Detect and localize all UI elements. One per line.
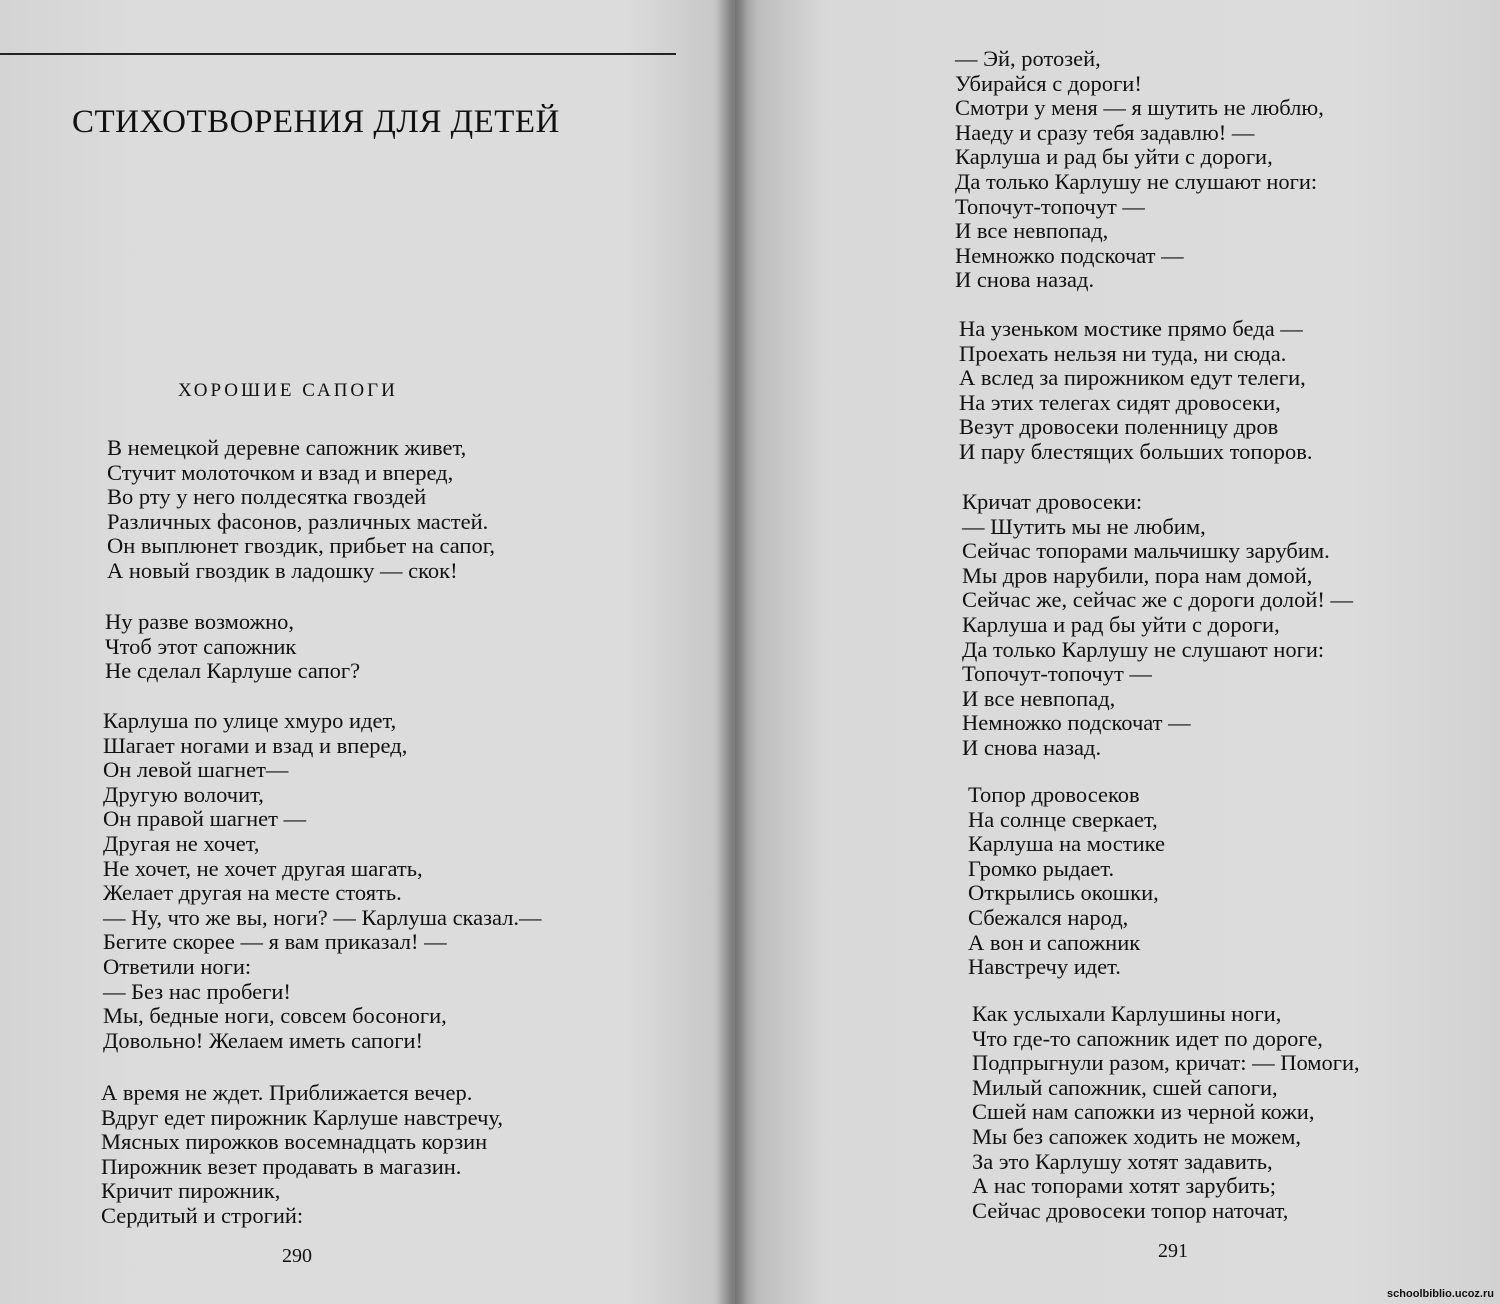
poem-line: Пирожник везет продавать в магазин. <box>101 1153 462 1179</box>
left-page <box>0 0 735 1304</box>
poem-line: Различных фасонов, различных мастей. <box>107 508 489 534</box>
poem-line: Сшей нам сапожки из черной кожи, <box>972 1099 1315 1125</box>
poem-line: Во рту у него полдесятка гвоздей <box>107 484 427 510</box>
poem-line: И снова назад. <box>955 267 1095 293</box>
right-stanza-4 <box>968 783 1165 980</box>
poem-line: Подпрыгнули разом, кричат: — Помоги, <box>972 1050 1360 1076</box>
poem-line: Наеду и сразу тебя задавлю! — <box>955 119 1255 145</box>
poem-line: В немецкой деревне сапожник живет, <box>107 435 467 460</box>
poem-line: — Шутить мы не любим, <box>962 513 1206 539</box>
poem-line: А вслед за пирожником едут телеги, <box>959 365 1306 391</box>
left-stanza-4 <box>101 1081 503 1229</box>
right-page <box>735 0 1500 1304</box>
poem-title: ХОРОШИЕ САПОГИ <box>178 380 398 401</box>
poem-line: Бегите скорее — я вам приказал! — <box>103 929 447 955</box>
poem-line: Другая не хочет, <box>103 830 260 856</box>
poem-line: Убирайся с дороги! <box>955 70 1142 96</box>
poem-line: — Эй, ротозей, <box>955 46 1101 71</box>
poem-line: Ну разве возможно, <box>105 609 295 634</box>
poem-line: Шагает ногами и взад и вперед, <box>103 732 408 758</box>
poem-line: За это Карлушу хотят задавить, <box>972 1148 1273 1174</box>
poem-line: Как услыхали Карлушины ноги, <box>972 1001 1282 1026</box>
page-number-right: 291 <box>1158 1240 1188 1262</box>
poem-line: — Ну, что же вы, ноги? — Карлуша сказал.— <box>103 904 542 930</box>
poem-line: Проехать нельзя ни туда, ни сюда. <box>959 340 1287 366</box>
poem-line: Мы, бедные ноги, совсем босоноги, <box>103 1003 447 1029</box>
poem-line: Карлуша и рад бы уйти с дороги, <box>955 144 1273 170</box>
poem-line: Сейчас же, сейчас же с дороги долой! — <box>962 587 1354 613</box>
poem-line: Кричит пирожник, <box>101 1178 281 1204</box>
poem-line: Сейчас дровосеки топор наточат, <box>972 1197 1289 1223</box>
poem-line: Чтоб этот сапожник <box>105 633 297 659</box>
header-rule <box>0 53 676 55</box>
poem-line: И все невпопад, <box>955 218 1109 244</box>
poem-line: Милый сапожник, сшей сапоги, <box>972 1074 1278 1100</box>
right-stanza-3 <box>962 490 1353 761</box>
poem-line: Он выплюнет гвоздик, прибьет на сапог, <box>107 533 496 559</box>
poem-line: Топочут-топочут — <box>955 193 1145 219</box>
poem-line: На солнце сверкает, <box>968 806 1158 832</box>
poem-line: Да только Карлушу не слушают ноги: <box>962 636 1325 662</box>
book-gutter <box>718 0 748 1304</box>
poem-line: Карлуша и рад бы уйти с дороги, <box>962 611 1280 637</box>
poem-line: Громко рыдает. <box>968 855 1115 881</box>
poem-line: Не хочет, не хочет другая шагать, <box>103 855 423 881</box>
poem-line: Открылись окошки, <box>968 880 1159 906</box>
poem-line: На этих телегах сидят дровосеки, <box>959 389 1281 415</box>
right-stanza-1 <box>955 47 1324 293</box>
poem-line: Сейчас топорами мальчишку зарубим. <box>962 538 1330 564</box>
poem-line: На узеньком мостике прямо беда — <box>959 316 1303 341</box>
poem-line: Ответили ноги: <box>103 953 252 979</box>
poem-line: Топочут-топочут — <box>962 661 1152 687</box>
left-stanza-3 <box>103 709 542 1053</box>
poem-line: А вон и сапожник <box>968 929 1141 955</box>
right-stanza-5 <box>972 1002 1360 1223</box>
poem-line: Он правой шагнет — <box>103 806 307 832</box>
poem-line: Да только Карлушу не слушают ноги: <box>955 168 1318 194</box>
poem-line: А время не ждет. Приближается вечер. <box>101 1080 473 1105</box>
left-stanza-1 <box>107 436 495 584</box>
poem-line: Карлуша по улице хмуро идет, <box>103 708 397 733</box>
poem-line: Другую волочит, <box>103 781 264 807</box>
poem-line: А нас топорами хотят зарубить; <box>972 1173 1277 1199</box>
poem-line: Карлуша на мостике <box>968 831 1165 857</box>
poem-line: Везут дровосеки поленницу дров <box>959 414 1279 440</box>
poem-line: Вдруг едет пирожник Карлуше навстречу, <box>101 1104 504 1130</box>
poem-line: И снова назад. <box>962 734 1102 760</box>
poem-line: И все невпопад, <box>962 685 1116 711</box>
poem-line: Навстречу идет. <box>968 954 1121 980</box>
poem-line: Что где-то сапожник идет по дороге, <box>972 1025 1323 1051</box>
poem-line: Не сделал Карлуше сапог? <box>105 658 361 684</box>
page-number-left: 290 <box>282 1245 312 1267</box>
left-stanza-2 <box>105 610 360 684</box>
poem-line: Смотри у меня — я шутить не люблю, <box>955 95 1324 121</box>
poem-line: Топор дровосеков <box>968 782 1140 807</box>
poem-line: И пару блестящих больших топоров. <box>959 438 1313 464</box>
poem-line: Кричат дровосеки: <box>962 489 1143 514</box>
poem-line: Стучит молоточком и взад и вперед, <box>107 459 454 485</box>
poem-line: Мясных пирожков восемнадцать корзин <box>101 1129 488 1155</box>
poem-line: Довольно! Желаем иметь сапоги! <box>103 1027 423 1053</box>
poem-line: Мы дров нарубили, пора нам домой, <box>962 562 1313 588</box>
poem-line: А новый гвоздик в ладошку — скок! <box>107 557 458 583</box>
watermark: schoolbiblio.ucoz.ru <box>1387 1288 1494 1300</box>
poem-line: Сердитый и строгий: <box>101 1202 304 1228</box>
poem-line: Немножко подскочат — <box>955 242 1184 268</box>
poem-line: Немножко подскочат — <box>962 710 1191 736</box>
poem-line: Он левой шагнет— <box>103 757 289 783</box>
section-title: СТИХОТВОРЕНИЯ ДЛЯ ДЕТЕЙ <box>72 104 560 140</box>
poem-line: — Без нас пробеги! <box>103 978 291 1004</box>
poem-line: Сбежался народ, <box>968 904 1129 930</box>
poem-line: Желает другая на месте стоять. <box>103 880 402 906</box>
poem-line: Мы без сапожек ходить не можем, <box>972 1123 1302 1149</box>
right-stanza-2 <box>959 317 1312 465</box>
